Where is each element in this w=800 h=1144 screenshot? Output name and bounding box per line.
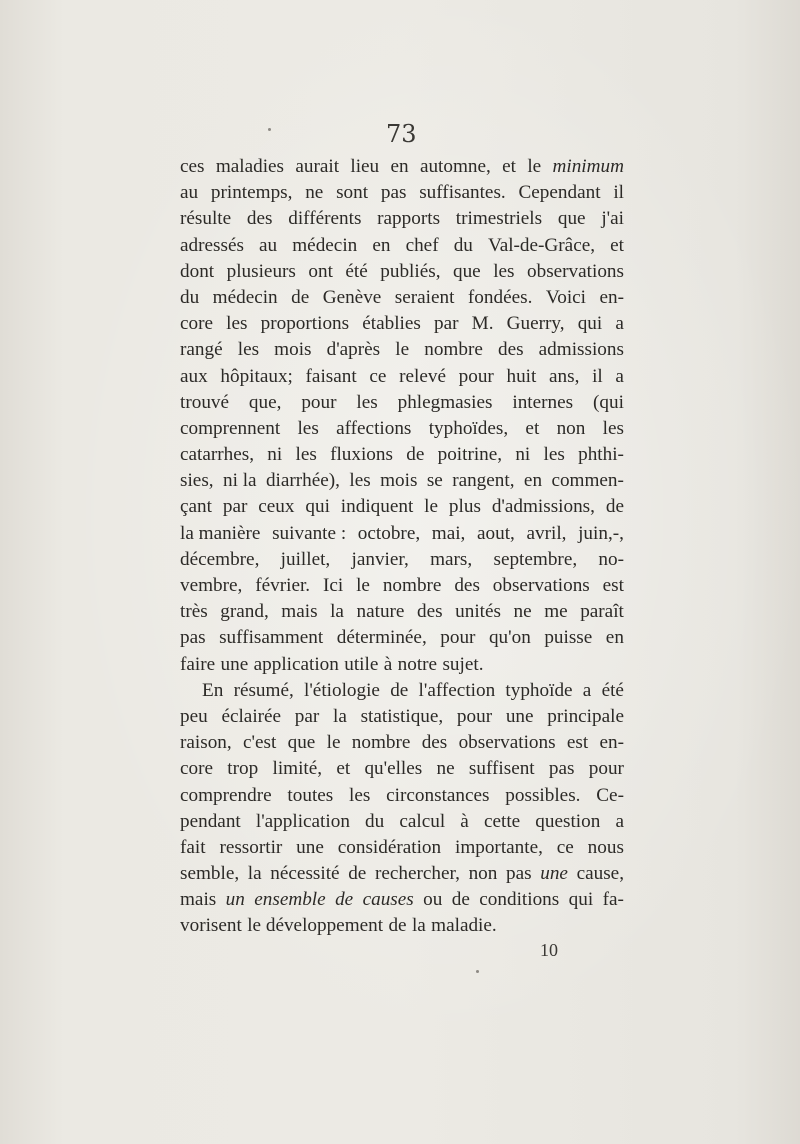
word: trimestriels	[455, 208, 543, 230]
word: sujet.	[442, 653, 484, 675]
word: M.	[471, 313, 494, 335]
word: nécessité	[270, 863, 340, 885]
word: ressortir	[219, 836, 283, 858]
word: aout,	[477, 522, 515, 544]
word: Cependant	[518, 182, 601, 204]
word: les	[543, 444, 565, 466]
word: raison,	[180, 732, 232, 754]
word: pour	[301, 391, 337, 413]
word: core	[180, 758, 214, 780]
word: Ce-	[596, 784, 624, 806]
word: fait	[180, 836, 206, 858]
word: me	[544, 601, 568, 623]
text-line	[180, 730, 624, 756]
word: vembre,	[180, 575, 243, 596]
word: internes	[512, 391, 574, 413]
text-line	[180, 206, 624, 232]
signature-mark: 10	[540, 940, 558, 960]
text-line	[180, 521, 624, 547]
word: la	[333, 705, 347, 727]
word: nous	[587, 836, 624, 858]
word: à	[460, 810, 469, 832]
word: j'ai	[601, 208, 624, 230]
word: se	[426, 470, 443, 492]
word: (qui	[593, 391, 624, 413]
word: c'est	[243, 732, 277, 754]
word: avril,	[526, 522, 567, 544]
word: qu'on	[488, 627, 531, 649]
word: fluxions	[330, 444, 393, 466]
text-line	[180, 625, 624, 651]
text-line	[180, 652, 624, 678]
word: importante,	[454, 836, 543, 858]
word: en	[523, 470, 543, 492]
word: question	[535, 810, 601, 832]
text-line	[180, 861, 624, 887]
word: l'affection	[418, 679, 496, 701]
word: affections	[336, 417, 412, 439]
word: aurait	[295, 156, 340, 177]
word: Voici	[545, 286, 587, 308]
word: adressés	[180, 234, 244, 256]
word: le	[395, 339, 410, 361]
word: le	[527, 156, 542, 177]
word: que,	[248, 391, 282, 413]
word: sies,	[180, 470, 214, 492]
word: conditions	[479, 889, 560, 911]
word: utile	[344, 653, 379, 675]
word: a	[615, 810, 624, 832]
text-line	[180, 887, 624, 913]
word: éclairée	[221, 705, 282, 727]
word: rapports	[377, 208, 441, 230]
word: mars,	[430, 548, 473, 570]
word: il	[592, 365, 603, 387]
word: la	[330, 601, 344, 623]
word: core	[180, 313, 214, 335]
word: les	[349, 784, 371, 806]
word: que	[287, 732, 316, 754]
word: déterminée,	[336, 627, 427, 649]
word: mais	[281, 601, 318, 623]
word: septembre,	[493, 548, 578, 570]
word: maladies	[215, 156, 285, 177]
word: qu'elles	[364, 758, 423, 780]
word: a	[615, 365, 624, 387]
word: peu	[180, 705, 208, 727]
word: faire	[180, 653, 216, 675]
text-line	[180, 468, 624, 494]
text-line	[180, 364, 624, 390]
word: juillet,	[280, 548, 331, 570]
word: ni	[515, 444, 531, 466]
text-line	[180, 494, 624, 520]
word: nombre	[424, 339, 483, 361]
word: paraît	[580, 601, 624, 623]
word: toutes	[287, 784, 334, 806]
text-line	[180, 809, 624, 835]
word: pas	[548, 758, 575, 780]
word: catarrhes,	[180, 444, 255, 466]
word: suffisamment	[219, 627, 324, 649]
word: de	[291, 286, 310, 308]
word: poitrine,	[437, 444, 503, 466]
word: çant	[180, 496, 212, 518]
word: mai,	[431, 522, 466, 544]
word: trop	[227, 758, 259, 780]
word: l'étiologie	[304, 679, 380, 701]
text-line	[180, 573, 624, 599]
word: des	[417, 601, 443, 623]
word: circonstances	[386, 784, 490, 806]
word: en	[605, 627, 624, 649]
word: typhoïde	[505, 679, 573, 701]
word: cette	[483, 810, 521, 832]
word: suffisantes.	[419, 182, 506, 204]
word: au	[259, 234, 278, 256]
text-line	[180, 442, 624, 468]
word: suivante :	[272, 522, 347, 544]
word: les	[237, 339, 260, 361]
word: et	[610, 234, 624, 256]
word: ces	[180, 156, 205, 177]
word: l'application	[255, 810, 350, 832]
text-line	[180, 416, 624, 442]
word: a	[582, 679, 592, 701]
word: a	[615, 313, 624, 335]
word: en	[372, 234, 391, 256]
word: très	[180, 601, 208, 623]
word: notre	[397, 653, 438, 675]
word: phthi-	[578, 444, 624, 466]
text-line	[180, 599, 624, 625]
text-line	[180, 678, 624, 704]
word: ceux	[258, 496, 295, 518]
word: du	[180, 286, 200, 308]
text-line	[180, 390, 624, 416]
word: la	[247, 863, 262, 885]
word: par	[294, 705, 320, 727]
word: proportions	[260, 313, 350, 335]
word: commen-	[551, 470, 624, 492]
paper-speck	[476, 970, 479, 973]
paragraph	[180, 678, 624, 940]
text-line	[180, 835, 624, 861]
word: le	[424, 496, 439, 518]
word: publiés,	[380, 260, 441, 282]
word: typhoïdes,	[428, 417, 509, 439]
word: pas	[380, 182, 407, 204]
word: médecin	[292, 234, 358, 256]
word: Val-de-Grâce,	[487, 234, 596, 256]
word: le	[326, 732, 341, 754]
word: ce	[369, 365, 387, 387]
word: de	[406, 444, 425, 466]
word: non	[556, 417, 586, 439]
word: trouvé	[180, 391, 230, 413]
word: d'admissions,	[491, 496, 595, 518]
word: comprendre	[180, 784, 272, 806]
word: à	[383, 653, 393, 675]
text-line	[180, 311, 624, 337]
text-line	[180, 337, 624, 363]
word: et	[502, 156, 516, 177]
word: ont	[308, 260, 333, 282]
word: le développement	[247, 915, 384, 937]
word: mais	[180, 889, 217, 911]
text-line	[180, 180, 624, 206]
word: que	[557, 208, 586, 230]
word: une	[296, 836, 324, 858]
word: vorisent	[180, 915, 242, 937]
word: phlegmasies	[397, 391, 493, 413]
word: cause,	[576, 863, 624, 885]
word: en-	[599, 732, 624, 754]
word: statistique,	[360, 705, 444, 727]
word: nature	[356, 601, 405, 623]
text-line	[180, 783, 624, 809]
italic-word: un	[225, 889, 245, 911]
word: semble,	[180, 863, 240, 885]
text-line	[180, 913, 624, 939]
text-line	[180, 756, 624, 782]
word: de	[451, 889, 470, 911]
text-line	[180, 259, 624, 285]
word: admissions	[538, 339, 624, 361]
word: est	[602, 575, 624, 596]
word: observations	[458, 732, 556, 754]
word: plus	[448, 496, 481, 518]
italic-word: de	[335, 889, 354, 911]
word: no-	[598, 548, 624, 570]
word: rangé	[180, 339, 223, 361]
word: des	[454, 575, 480, 596]
word: ou	[423, 889, 443, 911]
body-text	[180, 154, 624, 940]
word: au	[180, 182, 199, 204]
word: de	[348, 863, 367, 885]
word: pour	[458, 365, 494, 387]
word: suffisent	[468, 758, 535, 780]
word: chef	[405, 234, 439, 256]
word: octobre,	[357, 522, 421, 544]
word: ne	[513, 601, 532, 623]
word: résulte	[180, 208, 232, 230]
paper-speck	[268, 128, 271, 131]
word: lieu	[350, 156, 380, 177]
word: ni	[267, 444, 283, 466]
word: possibles.	[505, 784, 581, 806]
word: établies	[362, 313, 421, 335]
word: de	[388, 915, 407, 937]
word: limité,	[272, 758, 323, 780]
word: aux	[180, 365, 208, 387]
word: fondées.	[467, 286, 533, 308]
word: de	[605, 496, 624, 518]
word: automne,	[419, 156, 491, 177]
word: principale	[547, 705, 624, 727]
word: hôpitaux;	[220, 365, 293, 387]
word: pour	[440, 627, 476, 649]
word: par	[434, 313, 459, 335]
word: de	[390, 679, 409, 701]
word: non	[468, 863, 498, 885]
word: rechercher,	[374, 863, 460, 885]
word: Genève	[322, 286, 382, 308]
word: les	[356, 391, 378, 413]
text-line	[180, 154, 624, 180]
word: Guerry,	[506, 313, 565, 335]
page-number: 73	[386, 120, 417, 148]
word: pour	[588, 758, 624, 780]
word: février.	[255, 575, 311, 596]
word: mois	[274, 339, 312, 361]
italic-word: ensemble	[254, 889, 326, 911]
text-line	[180, 285, 624, 311]
word: qui	[577, 313, 603, 335]
word: observations	[527, 260, 624, 282]
word: observations	[492, 575, 590, 596]
word: les	[602, 417, 624, 439]
word: relevé	[399, 365, 446, 387]
word: nombre	[382, 575, 442, 596]
word: en-	[599, 286, 624, 308]
word: maladie.	[431, 915, 497, 937]
word: faisant	[305, 365, 357, 387]
italic-word: minimum	[552, 156, 624, 177]
word: juin,-,	[578, 522, 624, 544]
word: une	[220, 653, 249, 675]
word: une	[505, 705, 534, 727]
word: différents	[288, 208, 362, 230]
word: qui	[305, 496, 330, 518]
word: est	[566, 732, 589, 754]
word: les	[297, 417, 319, 439]
word: indiquent	[340, 496, 414, 518]
word: des	[497, 339, 524, 361]
word: les	[226, 313, 248, 335]
word: du	[453, 234, 473, 256]
word: pas	[180, 627, 206, 649]
word: la manière	[180, 522, 261, 544]
word: qui	[568, 889, 594, 911]
word: calcul	[399, 810, 446, 832]
word: résumé,	[233, 679, 294, 701]
word: seraient	[394, 286, 455, 308]
word: puisse	[544, 627, 593, 649]
word: En	[202, 679, 224, 701]
word: grand,	[220, 601, 269, 623]
word: du	[365, 810, 385, 832]
word: il	[613, 182, 624, 204]
text-line	[180, 547, 624, 573]
word: ne	[436, 758, 455, 780]
word: des	[421, 732, 448, 754]
word: diarrhée),	[265, 470, 340, 492]
word: les	[493, 260, 515, 282]
word: et	[336, 758, 351, 780]
word: la	[411, 915, 426, 937]
word: été	[601, 679, 624, 701]
word: en	[390, 156, 409, 177]
word: application	[253, 653, 339, 675]
word: le	[356, 575, 370, 596]
word: des	[246, 208, 273, 230]
italic-word: causes	[362, 889, 414, 911]
word: ne	[305, 182, 324, 204]
word: médecin	[212, 286, 278, 308]
word: rangent,	[452, 470, 515, 492]
word: ni la	[222, 470, 257, 492]
word: ce	[556, 836, 574, 858]
word: considération	[337, 836, 442, 858]
word: pour	[456, 705, 493, 727]
word: dont	[180, 260, 215, 282]
word: sont	[336, 182, 369, 204]
italic-word: une	[540, 863, 568, 885]
word: pas	[506, 863, 532, 885]
word: par	[222, 496, 248, 518]
word: unités	[455, 601, 501, 623]
word: et	[525, 417, 540, 439]
word: que	[452, 260, 481, 282]
word: plusieurs	[226, 260, 296, 282]
word: nombre	[351, 732, 411, 754]
word: décembre,	[180, 548, 260, 570]
word: fa-	[602, 889, 624, 911]
word: les	[295, 444, 317, 466]
paragraph	[180, 154, 624, 678]
word: les	[349, 470, 371, 492]
word: pendant	[180, 810, 241, 832]
word: d'après	[326, 339, 381, 361]
word: ans,	[549, 365, 580, 387]
word: janvier,	[351, 548, 409, 570]
text-line	[180, 233, 624, 259]
word: Ici	[322, 575, 344, 596]
text-line	[180, 704, 624, 730]
word: mois	[380, 470, 418, 492]
word: été	[345, 260, 368, 282]
word: printemps,	[210, 182, 293, 204]
word: huit	[506, 365, 537, 387]
word: comprennent	[180, 417, 281, 439]
